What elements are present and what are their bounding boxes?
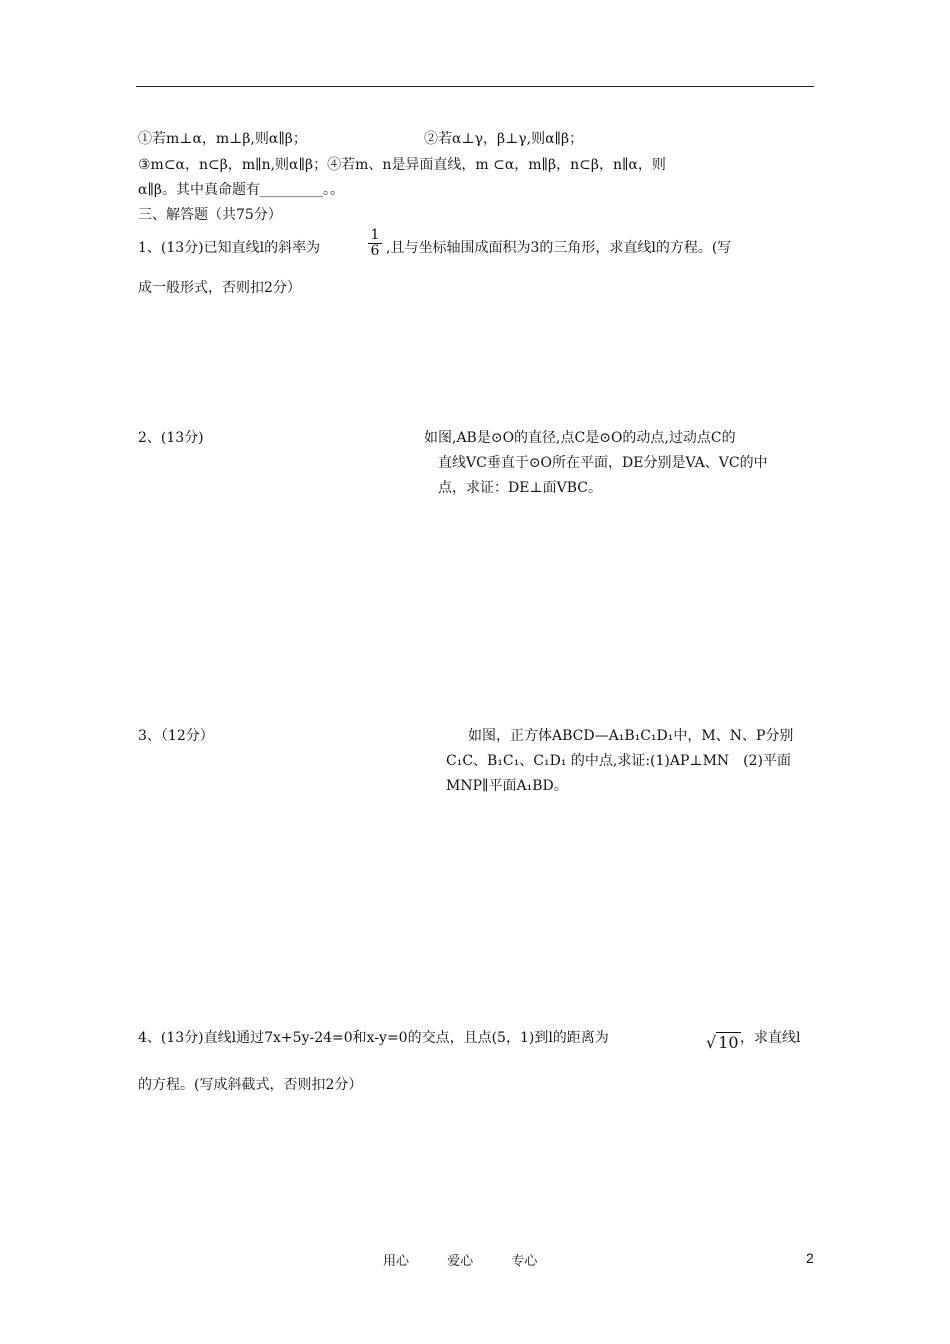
q2-line3: 点，求证：DE⊥面VBC。 — [438, 480, 602, 496]
q4-sqrt — [706, 1032, 741, 1052]
page-number: 2 — [806, 1250, 814, 1266]
proposition-1: ①若m⊥α，m⊥β,则α∥β； — [138, 131, 307, 147]
q4-sqrt-radicand: 10 — [718, 1033, 739, 1052]
footer-item: 专心 — [511, 1254, 538, 1269]
q3-line3: MNP∥平面A₁BD。 — [446, 778, 568, 794]
q2-line1: 如图,AB是⊙O的直径,点C是⊙O的动点,过动点C的 — [424, 430, 736, 446]
proposition-question: α∥β。其中真命题有_________。。 — [138, 182, 345, 198]
proposition-3-4: ③m⊂α，n⊂β，m∥n,则α∥β；④若m、n是异面直线，m ⊂α，m∥β，n⊂β，n∥α，则 — [138, 157, 666, 173]
q3-line1: 如图，正方体ABCD—A₁B₁C₁D₁中，M、N、P分别 — [468, 728, 794, 744]
q1-fraction-numerator: 1 — [368, 228, 382, 244]
q3-line2: C₁C、B₁C₁、C₁D₁ 的中点,求证:(1)AP⊥MN (2)平面 — [446, 753, 791, 769]
sqrt-sign-icon: √ — [706, 1033, 717, 1052]
footer-item: 用心 — [383, 1254, 410, 1269]
q1-fraction — [368, 228, 382, 259]
q4-text-suffix: ，求直线l — [740, 1030, 801, 1046]
q4-text-prefix: 4、(13分)直线l通过7x+5y-24=0和x-y=0的交点，且点(5，1)到l的距离为 — [138, 1030, 609, 1046]
page-footer — [383, 1250, 571, 1269]
header-rule — [136, 86, 814, 87]
q2-line2: 直线VC垂直于⊙O所在平面，DE分别是VA、VC的中 — [438, 455, 768, 471]
q4-text-line2: 的方程。(写成斜截式，否则扣2分） — [138, 1077, 363, 1093]
q3-label: 3、（12分） — [138, 728, 214, 744]
q1-text-prefix: 1、(13分)已知直线l的斜率为 — [138, 240, 321, 256]
proposition-2: ②若α⊥γ，β⊥γ,则α∥β； — [424, 131, 584, 147]
q1-text-line2: 成一般形式，否则扣2分） — [138, 280, 301, 296]
q1-fraction-denominator: 6 — [370, 243, 380, 259]
q2-label: 2、(13分) — [138, 430, 204, 446]
section-heading: 三、解答题（共75分） — [138, 207, 282, 223]
footer-item: 爱心 — [447, 1254, 474, 1269]
q1-text-suffix: ,且与坐标轴围成面积为3的三角形，求直线l的方程。(写 — [386, 240, 732, 256]
